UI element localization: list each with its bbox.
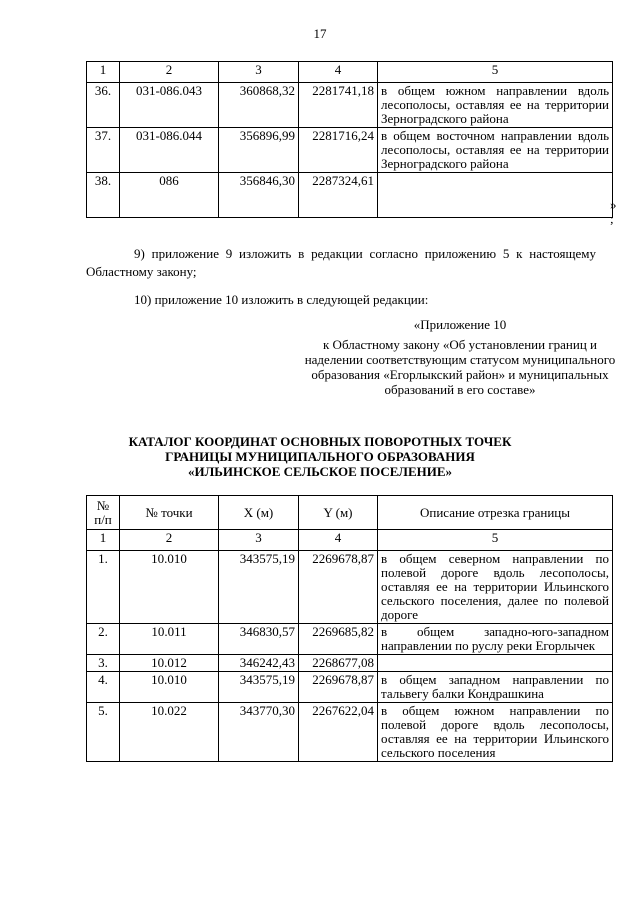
y-coordinate: 2269678,87: [299, 551, 378, 624]
y-coordinate: 2269678,87: [299, 672, 378, 703]
column-number: 4: [299, 62, 378, 83]
row-index: 2.: [87, 624, 120, 655]
coordinates-table-continued: [86, 61, 613, 218]
column-number: 4: [299, 530, 378, 551]
x-coordinate: 343770,30: [219, 703, 299, 762]
point-id: 10.011: [120, 624, 219, 655]
row-index: 4.: [87, 672, 120, 703]
paragraph-item-10: 10) приложение 10 изложить в следующей редакции:: [134, 292, 429, 307]
column-header-description: Описание отрезка границы: [378, 496, 613, 530]
table-row: [87, 672, 613, 703]
column-number: 3: [219, 530, 299, 551]
paragraph-item-9: 9) приложение 9 изложить в редакции согласно приложению 5 к настоящему Областному закону;: [86, 246, 596, 279]
page-number: 17: [313, 26, 327, 41]
catalog-title-line: ГРАНИЦЫ МУНИЦИПАЛЬНОГО ОБРАЗОВАНИЯ: [165, 449, 475, 464]
y-coordinate: 2269685,82: [299, 624, 378, 655]
row-index: 3.: [87, 655, 120, 672]
table-row: [87, 655, 613, 672]
x-coordinate: 343575,19: [219, 672, 299, 703]
segment-description: в общем восточном направлении вдоль лесополосы, оставляя ее на территории Зерноградского района: [378, 128, 613, 173]
point-id: 10.010: [120, 672, 219, 703]
x-coordinate: 346830,57: [219, 624, 299, 655]
column-number: 3: [219, 62, 299, 83]
appendix-heading: «Приложение 10: [413, 317, 507, 332]
catalog-title-line: «ИЛЬИНСКОЕ СЕЛЬСКОЕ ПОСЕЛЕНИЕ»: [187, 464, 453, 479]
x-coordinate: 343575,19: [219, 551, 299, 624]
segment-description: в общем северном направлении по полевой дороге вдоль лесополосы, оставляя ее на территории Ильинского сельского поселения, далее по полевой дороге: [378, 551, 613, 624]
column-number: 1: [87, 530, 120, 551]
table-row: [87, 703, 613, 762]
y-coordinate: 2267622,04: [299, 703, 378, 762]
column-numbers-row: [87, 530, 613, 551]
appendix-subtitle: к Областному закону «Об установлении границ и наделении соответствующим статусом муниципального образования «Егорлыкский район» и муниципальных образований в его составе»: [304, 337, 616, 397]
y-coordinate: 2287324,61: [299, 173, 378, 218]
column-header-point: № точки: [120, 496, 219, 530]
point-id: 10.012: [120, 655, 219, 672]
column-number: 2: [120, 62, 219, 83]
column-header-x: X (м): [219, 496, 299, 530]
table-header-row: [87, 62, 613, 83]
point-id: 031-086.043: [120, 83, 219, 128]
segment-description: [378, 173, 613, 218]
y-coordinate: 2281716,24: [299, 128, 378, 173]
table-header-row: [87, 496, 613, 530]
row-index: 5.: [87, 703, 120, 762]
table-row: [87, 173, 613, 218]
x-coordinate: 356896,99: [219, 128, 299, 173]
catalog-title-line: КАТАЛОГ КООРДИНАТ ОСНОВНЫХ ПОВОРОТНЫХ ТОЧЕК: [128, 434, 512, 449]
y-coordinate: 2281741,18: [299, 83, 378, 128]
row-index: 38.: [87, 173, 120, 218]
segment-description: в общем западно-юго-западном направлении по руслу реки Егорлычек: [378, 624, 613, 655]
coordinates-catalog-table: [86, 495, 613, 762]
y-coordinate: 2268677,08: [299, 655, 378, 672]
table-row: [87, 624, 613, 655]
column-number: 5: [378, 62, 613, 83]
row-index: 1.: [87, 551, 120, 624]
point-id: 10.022: [120, 703, 219, 762]
point-id: 086: [120, 173, 219, 218]
column-number: 2: [120, 530, 219, 551]
column-number: 1: [87, 62, 120, 83]
segment-description: в общем южном направлении по полевой дороге вдоль лесополосы, оставляя ее на территории Ильинского сельского поселения: [378, 703, 613, 762]
point-id: 031-086.044: [120, 128, 219, 173]
column-header-index: № п/п: [87, 496, 120, 530]
table-row: [87, 83, 613, 128]
x-coordinate: 360868,32: [219, 83, 299, 128]
table-row: [87, 128, 613, 173]
column-header-y: Y (м): [299, 496, 378, 530]
row-index: 36.: [87, 83, 120, 128]
x-coordinate: 356846,30: [219, 173, 299, 218]
segment-description: [378, 655, 613, 672]
point-id: 10.010: [120, 551, 219, 624]
catalog-title: [0, 434, 640, 479]
segment-description: в общем южном направлении вдоль лесополосы, оставляя ее на территории Зерноградского района: [378, 83, 613, 128]
row-index: 37.: [87, 128, 120, 173]
x-coordinate: 346242,43: [219, 655, 299, 672]
column-number: 5: [378, 530, 613, 551]
closing-quote-mark: » ;: [610, 197, 617, 226]
segment-description: в общем западном направлении по тальвегу балки Кондрашкина: [378, 672, 613, 703]
table-row: [87, 551, 613, 624]
